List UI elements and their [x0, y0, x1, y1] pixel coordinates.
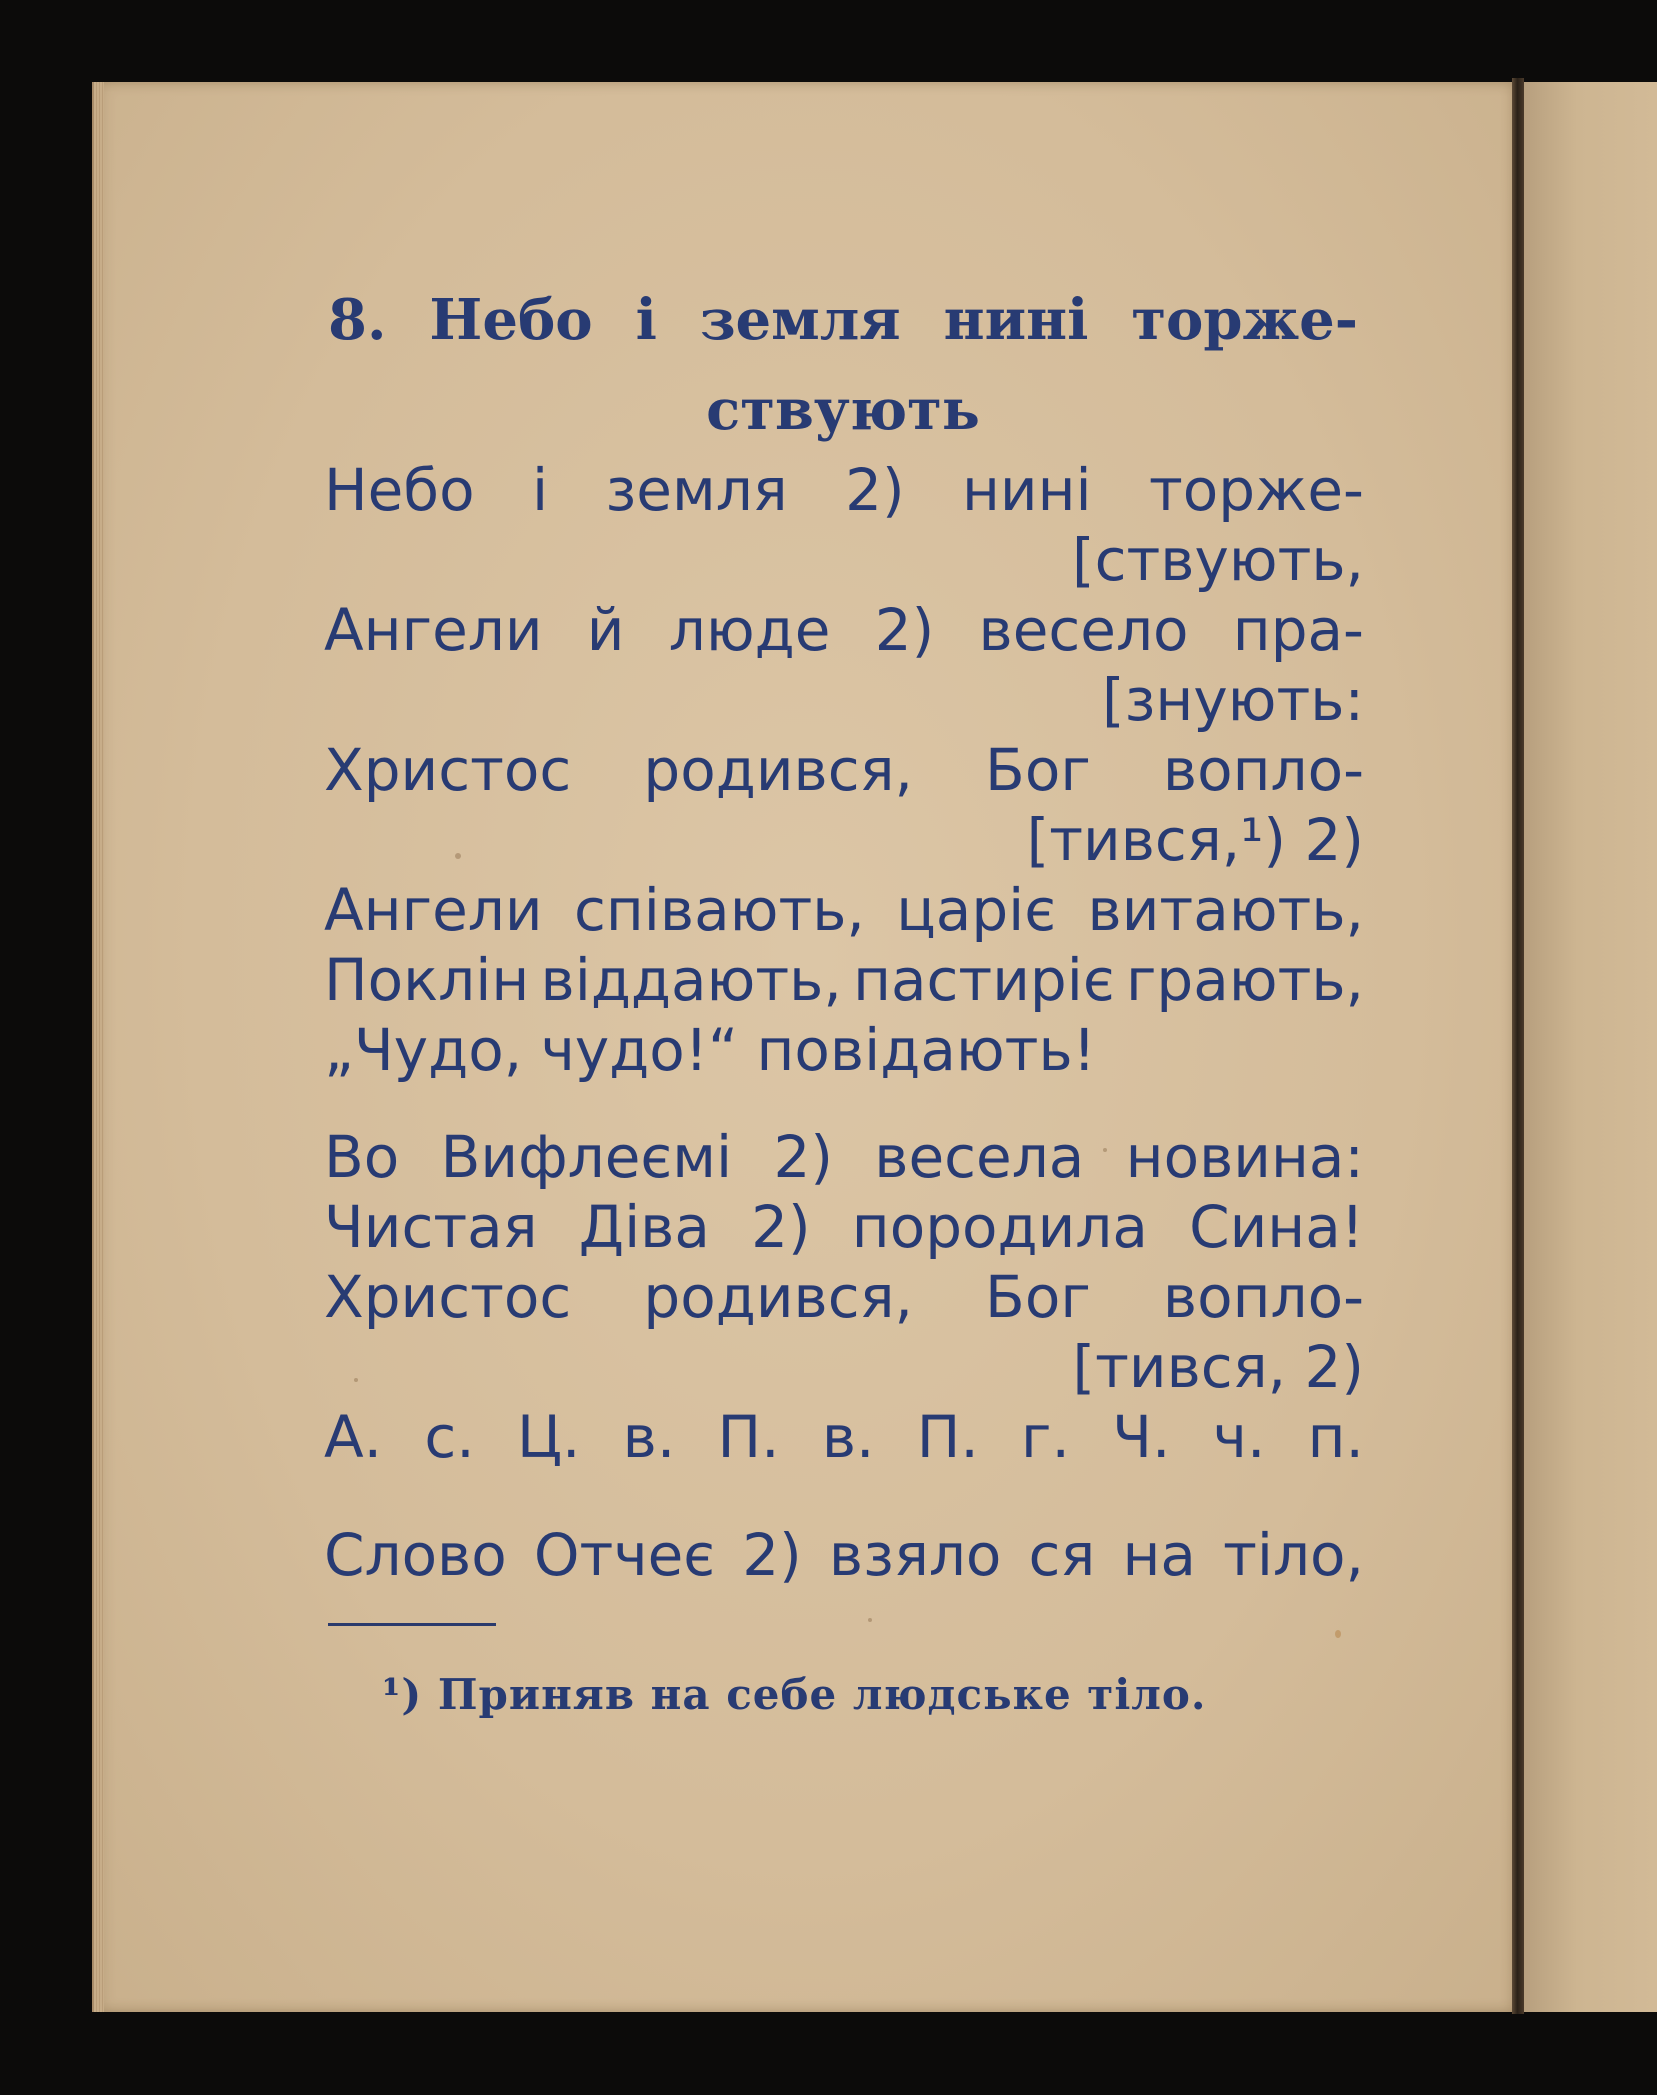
verse-word: Христос: [324, 1263, 572, 1331]
verse-word: і: [531, 456, 549, 524]
verse-word: Сина!: [1189, 1193, 1364, 1261]
verse-word: г.: [1021, 1403, 1070, 1471]
verse-word: Вифлеємі: [440, 1123, 733, 1191]
verse-word: люде: [668, 596, 831, 664]
verse-line: [324, 1520, 1364, 1590]
song-title: [328, 275, 1358, 455]
verse-line: [тився, 2): [1072, 1333, 1364, 1401]
verse-word: родився,: [643, 736, 913, 804]
verse-word: Отчеє: [533, 1521, 716, 1589]
verse-line: [ствують,: [1071, 526, 1364, 594]
verse-word: в.: [622, 1403, 676, 1471]
verse-word: п.: [1307, 1403, 1364, 1471]
verse-line: [324, 1122, 1364, 1192]
title-word: 8.: [328, 287, 387, 353]
verse-word: 2): [874, 596, 935, 664]
verse-line: „Чудо, чудо!“ повідають!: [324, 1016, 1096, 1084]
verse-word: в.: [821, 1403, 875, 1471]
verse-word: с.: [424, 1403, 475, 1471]
verse-word: весела: [874, 1123, 1085, 1191]
title-word: нині: [943, 287, 1089, 353]
verse-word: родився,: [643, 1263, 913, 1331]
next-page-edge: [1524, 82, 1657, 2012]
verse-line: [324, 1262, 1364, 1332]
verse-word: тіло,: [1223, 1521, 1364, 1589]
verse-word: новина:: [1125, 1123, 1364, 1191]
verse-word: Бог: [985, 1263, 1091, 1331]
verse-word: грають,: [1125, 946, 1364, 1014]
verse-word: вопло-: [1162, 1263, 1364, 1331]
verse-word: Ч.: [1112, 1403, 1171, 1471]
verse-word: на: [1122, 1521, 1196, 1589]
paper-speck: [1335, 1630, 1341, 1638]
verse-word: 2): [742, 1521, 802, 1589]
verse-word: нині: [961, 456, 1092, 524]
verse-word: Во: [324, 1123, 400, 1191]
verse-word: пра-: [1232, 596, 1364, 664]
verse-word: віддають,: [540, 946, 842, 1014]
stanza-3: [324, 1520, 1364, 1590]
verse-line: [тився,¹) 2): [1026, 806, 1364, 874]
verse-word: пастиріє: [853, 946, 1115, 1014]
title-word: Небо: [429, 287, 593, 353]
verse-word: Діва: [578, 1193, 710, 1261]
verse-word: взяло: [828, 1521, 1002, 1589]
verse-word: 2): [751, 1193, 811, 1261]
verse-word: Бог: [985, 736, 1091, 804]
verse-line: [324, 875, 1364, 945]
verse-line: [324, 595, 1364, 665]
song-title-line-2: ствують: [706, 377, 980, 443]
verse-word: Ангели: [324, 596, 543, 664]
stanza-2: [324, 1122, 1364, 1472]
stanza-1: [324, 455, 1364, 1085]
verse-line: [знують:: [1101, 666, 1364, 734]
verse-word: торже-: [1149, 456, 1364, 524]
verse-word: весело: [978, 596, 1189, 664]
verse-word: А.: [324, 1403, 383, 1471]
verse-word: й: [586, 596, 625, 664]
verse-line: [324, 945, 1364, 1015]
verse-line: [324, 1192, 1364, 1262]
verse-line: [324, 1402, 1364, 1472]
footnote-rule: [328, 1623, 496, 1626]
verse-word: Слово: [324, 1521, 507, 1589]
verse-word: Ц.: [516, 1403, 581, 1471]
verse-word: витають,: [1087, 876, 1364, 944]
verse-word: П.: [916, 1403, 979, 1471]
verse-word: Небо: [324, 456, 475, 524]
verse-word: Христос: [324, 736, 572, 804]
footnote: ¹) Приняв на себе людське тіло.: [382, 1670, 1207, 1719]
song-title-line-1: [328, 275, 1358, 365]
verse-word: ся: [1028, 1521, 1096, 1589]
verse-word: 2): [773, 1123, 833, 1191]
verse-word: царіє: [896, 876, 1057, 944]
paper-speck: [868, 1618, 872, 1622]
verse-word: Чистая: [324, 1193, 538, 1261]
verse-word: Поклін: [324, 946, 530, 1014]
page-stack-edge: [92, 82, 104, 2012]
verse-word: породила: [851, 1193, 1148, 1261]
verse-word: 2): [845, 456, 905, 524]
verse-word: вопло-: [1162, 736, 1364, 804]
verse-word: земля: [605, 456, 788, 524]
verse-word: П.: [717, 1403, 780, 1471]
verse-word: співають,: [573, 876, 865, 944]
title-word: земля: [699, 287, 901, 353]
book-gutter: [1512, 78, 1524, 2014]
verse-word: ч.: [1212, 1403, 1266, 1471]
verse-line: [324, 735, 1364, 805]
verse-word: Ангели: [324, 876, 543, 944]
verse-line: [324, 455, 1364, 525]
title-word: торже-: [1131, 287, 1358, 353]
title-word: і: [635, 287, 657, 353]
